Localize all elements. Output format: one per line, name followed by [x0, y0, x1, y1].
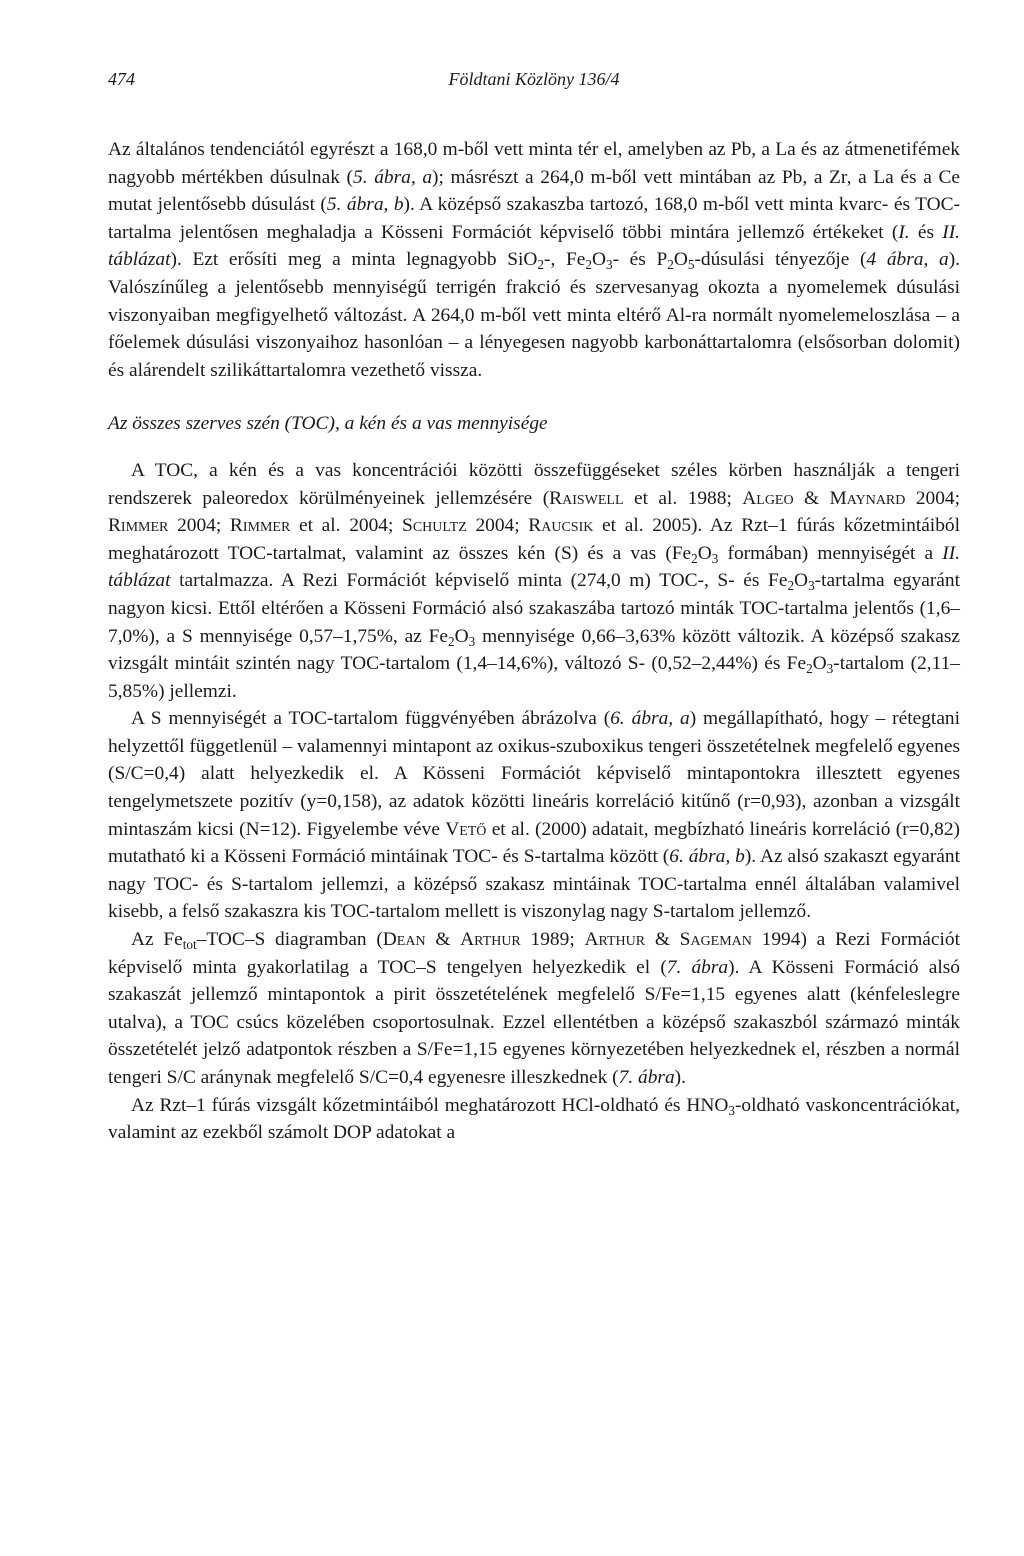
table-ref: I. — [898, 221, 910, 243]
author-name: Schultz — [402, 515, 467, 537]
author-name: Maynard — [829, 487, 906, 509]
figure-ref: 4 ábra, a — [866, 249, 949, 271]
author-name: Arthur — [584, 929, 646, 951]
figure-ref: 6. ábra, a — [610, 708, 690, 730]
author-name: Rimmer — [108, 515, 169, 537]
table-ref: II. táblázat — [108, 221, 960, 271]
author-name: Raucsik — [528, 515, 594, 537]
figure-ref: 5. ábra, a — [353, 166, 433, 188]
running-head — [108, 66, 960, 94]
paragraph-1: Az általános tendenciától egyrészt a 168,0 m-ből vett minta tér el, amelyben az Pb, a La és az átmenetifémek nagyobb mértékben dúsulnak (5. ábra, a); másrészt a 264,0 m-ből vett mintában az Pb, a Zr, a La és a Ce mutat jelentősebb dúsulást (5. ábra, b). A középső szakaszba tartozó, 168,0 m-ből vett minta kvarc- és TOC-tartalma jelentősen meghaladja a Kösseni Formációt képviselő többi mintára jellemző értékeket (I. és II. táblázat). Ezt erősíti meg a minta legnagyobb SiO$_2$-, $Fe_2O_3-$ és $P_2O_5$-dúsulási tényezője (4 ábra, a). Valószínűleg a jelentősebb mennyiségű terrigén frakció és szervesanyag okozta a nyomelemek dúsulási viszonyaiban megfigyelhető változást. A 264,0 m-ből vett minta eltérő Al-ra normált nyomelemeloszlása – a főelemek dúsulási viszonyaihoz hasonlóan – a lényegesen nagyobb karbonáttartalomra (elsősorban dolomit) és alárendelt szilikáttartalomra vezethető vissza. — [108, 139, 960, 381]
figure-ref: 7. ábra — [618, 1067, 675, 1088]
author-name: Dean — [382, 929, 426, 951]
journal-page — [108, 66, 960, 1147]
paragraph-2: A TOC, a kén és a vas koncentrációi közötti összefüggéseket széles körben használják a tengeri rendszerek paleoredox körülményeinek jellemzésére (Raiswell et al. 1988; Algeo & Maynard 2004; Rimmer 2004; Rimmer et al. 2004; Schultz 2004; Raucsik et al. 2005). Az Rzt–1 fúrás kőzetmintáiból meghatározott TOC-tartalmat, valamint az összes kén (S) és a vas ($Fe_2O_3$ formában) mennyiségét a II. táblázat tartalmazza. A Rezi Formációt képviselő minta (274,0 m) TOC-, S- és $Fe_2O_3$-tartalma egyaránt nagyon kicsi. Ettől eltérően a Kösseni Formáció alsó szakaszába tartozó minták TOC-tartalma jelentős (1,6–7,0%), a S mennyisége 0,57–1,75%, az $Fe_2O_3$ mennyisége 0,66–3,63% között változik. A középső szakasz vizsgált mintáit szintén nagy TOC-tartalom (1,4–14,6%), változó S- (0,52–2,44%) és $Fe_2O_3$-tartalom (2,11–5,85%) jellemzi. — [108, 459, 961, 702]
figure-ref: 5. ábra, b — [326, 194, 404, 216]
figure-ref: 7. ábra — [666, 956, 729, 978]
author-name: Vető — [445, 818, 487, 840]
author-name: Algeo — [742, 487, 794, 509]
paragraph-3: A S mennyiségét a TOC-tartalom függvényében ábrázolva (6. ábra, a) megállapítható, hogy – rétegtani helyzettől függetlenül – valamennyi mintapont az oxikus-szuboxikus tengeri összetételnek megfelelő egyenes (S/C=0,4) alatt helyezkedik el. A Kösseni Formációt képviselő mintapontokra illesztett egyenes tengelymetszete pozitív (y=0,158), az adatok közötti lineáris korreláció kitűnő (r=0,93), azonban a vizsgált mintaszám kicsi (N=12). Figyelembe véve Vető et al. (2000) adatait, megbízható lineáris korreláció (r=0,82) mutatható ki a Kösseni Formáció mintáinak TOC- és S-tartalma között (6. ábra, b). Az alsó szakaszt egyaránt nagy TOC- és S-tartalom jellemzi, a középső szakasz mintáinak TOC-tartalma ennél általában valamivel kisebb, a felső szakaszra kis TOC-tartalom mellett is viszonylag nagy S-tartalom jellemző. — [108, 708, 961, 923]
section-heading: Az összes szerves szén (TOC), a kén és a vas mennyisége — [108, 413, 548, 435]
author-name: Sageman — [679, 929, 752, 951]
paragraph-4: Az $Fe_{tot}-TOC-S$ diagramban (Dean & Arthur 1989; Arthur & Sageman 1994) a Rezi Formációt képviselő minta gyakorlatilag a TOC–S tengelyen helyezkedik el (7. ábra). A Kösseni Formáció alsó szakaszát jellemző mintapontok a pirit összetételének megfelelő S/Fe=1,15 egyenes alatt (kénfeleslegre utalva), a TOC csúcs közelében csoportosulnak. Ezzel ellentétben a középső szakaszból származó minták összetételét jelző adatpontok részben a S/Fe=1,15 egyenes környezetében helyezkednek el, részben a normál tengeri S/C aránynak megfelelő S/C=0,4 egyenesre illeszkednek (7. ábra). — [108, 929, 960, 1088]
paragraph-5: Az Rzt–1 fúrás vizsgált kőzetmintáiból meghatározott HCl-oldható és $HNO_3$-oldható vaskoncentrációkat, valamint az ezekből számolt DOP adatokat a — [108, 1094, 960, 1144]
author-name: Arthur — [460, 929, 521, 951]
figure-ref: 6. ábra, b — [669, 846, 745, 868]
table-ref: II. táblázat — [108, 542, 960, 592]
author-name: Rimmer — [229, 515, 291, 537]
page-number: 474 — [108, 69, 135, 89]
author-name: Raiswell — [549, 487, 624, 509]
journal-title: Földtani Közlöny 136/4 — [448, 69, 620, 89]
